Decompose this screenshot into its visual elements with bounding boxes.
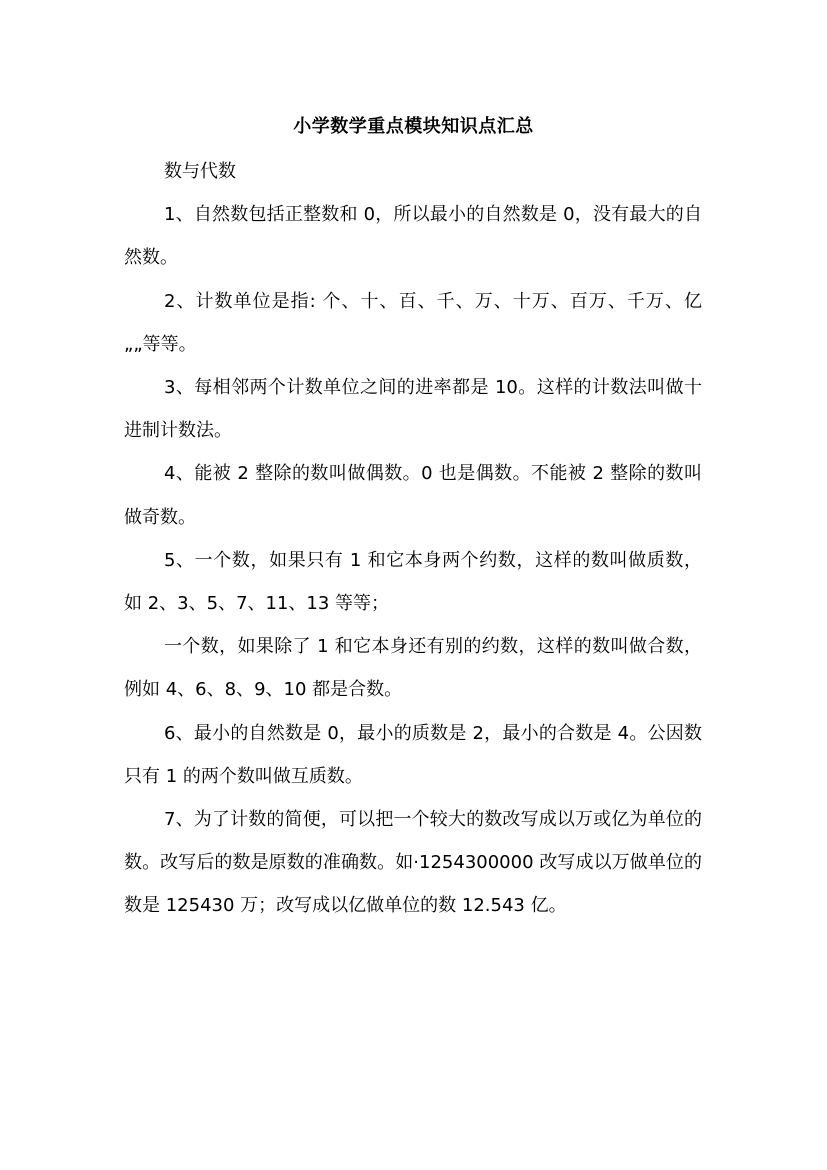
section-heading: 数与代数 [164,161,236,182]
paragraph-7: 7、为了计数的简便，可以把一个较大的数改写成以万或亿为单位的数。改写后的数是原数的准确数。如·1254300000 改写成以万做单位的数是 125430 万；改写成以亿做单位的数 12.543 亿。 [124,809,702,917]
paragraph-5-continued: 一个数，如果除了 1 和它本身还有别的约数，这样的数叫做合数，例如 4、6、8、9、10 都是合数。 [124,636,702,701]
paragraph-5: 5、一个数，如果只有 1 和它本身两个约数，这样的数叫做质数，如 2、3、5、7、11、13 等等； [124,549,702,615]
paragraph-1: 1、自然数包括正整数和 0，所以最小的自然数是 0，没有最大的自然数。 [124,204,702,269]
paragraph-2: 2、计数单位是指: 个、十、百、千、万、十万、百万、千万、亿„„等等。 [124,290,702,355]
paragraph-4: 4、能被 2 整除的数叫做偶数。0 也是偶数。不能被 2 整除的数叫做奇数。 [124,463,702,528]
document-title: 小学数学重点模块知识点汇总 [293,116,534,137]
paragraph-3: 3、每相邻两个计数单位之间的进率都是 10。这样的计数法叫做十进制计数法。 [124,377,702,442]
paragraph-6: 6、最小的自然数是 0，最小的质数是 2，最小的合数是 4。公因数只有 1 的两个数叫做互质数。 [124,722,702,787]
document-body [124,150,702,928]
